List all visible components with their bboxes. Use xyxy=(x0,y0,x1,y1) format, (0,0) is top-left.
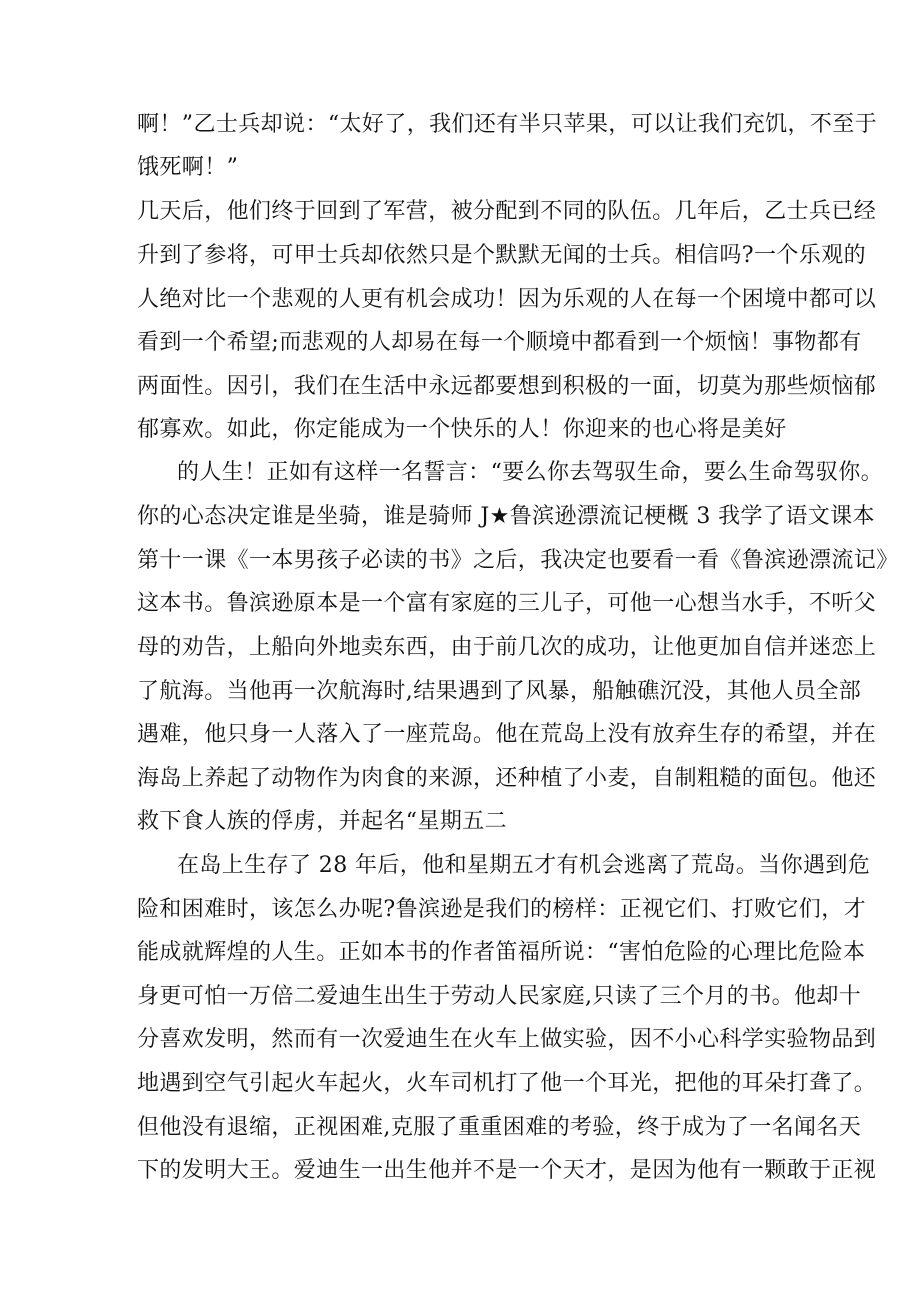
text-line-1: 啊！”乙士兵却说：“太好了，我们还有半只苹果，可以让我们充饥，不至于 xyxy=(137,112,878,137)
text-line-21: 身更可怕一万倍二爱迪生出生于劳动人民家庭,只读了三个月的书。他却十 xyxy=(137,984,862,1009)
text-line-18: 在岛上生存了 28 年后，他和星期五才有机会逃离了荒岛。当你遇到危 xyxy=(177,853,871,878)
text-line-10: 你的心态决定谁是坐骑，谁是骑师 J★鲁滨逊漂流记梗概 3 我学了语文课本 xyxy=(137,504,875,529)
text-line-8: 郁寡欢。如此，你定能成为一个快乐的人！你迎来的也心将是美好 xyxy=(137,417,787,442)
text-line-20: 能成就辉煌的人生。正如本书的作者笛福所说：“害怕危险的心理比危险本 xyxy=(137,940,866,965)
text-line-17: 救下食人族的俘虏，并起名“星期五二 xyxy=(137,809,508,834)
text-line-3: 几天后，他们终于回到了军营，被分配到不同的队伍。几年后，乙士兵已经 xyxy=(137,199,877,224)
text-line-6: 看到一个希望;而悲观的人却易在每一个顺境中都看到一个烦恼！事物都有 xyxy=(137,330,862,355)
text-line-2: 饿死啊！” xyxy=(137,155,239,180)
text-line-13: 母的劝告，上船向外地卖东西，由于前几次的成功，让他更加自信并迷恋上 xyxy=(137,635,877,660)
text-line-7: 两面性。因引，我们在生活中永远都要想到积极的一面，切莫为那些烦恼郁 xyxy=(137,374,877,399)
text-line-25: 下的发明大王。爱迪生一出生他并不是一个天才，是因为他有一颗敢于正视 xyxy=(137,1158,877,1183)
text-line-4: 升到了参将，可甲士兵却依然只是个默默无闻的士兵。相信吗?一个乐观的 xyxy=(137,243,866,268)
text-line-9: 的人生！正如有这样一名誓言：“要么你去驾驭生命，要么生命驾驭你。 xyxy=(177,460,884,485)
text-line-23: 地遇到空气引起火车起火，火车司机打了他一个耳光，把他的耳朵打聋了。 xyxy=(137,1071,877,1096)
text-line-14: 了航海。当他再一次航海时,结果遇到了风暴，船触礁沉没，其他人员全部 xyxy=(137,679,862,704)
text-line-16: 海岛上养起了动物作为肉食的来源，还种植了小麦，自制粗糙的面包。他还 xyxy=(137,766,877,791)
text-line-12: 这本书。鲁滨逊原本是一个富有家庭的三儿子，可他一心想当水手，不听父 xyxy=(137,591,877,616)
text-line-15: 遇难，他只身一人落入了一座荒岛。他在荒岛上没有放弃生存的希望，并在 xyxy=(137,722,877,747)
text-line-24: 但他没有退缩，正视困难,克服了重重困难的考验，终于成为了一名闻名天 xyxy=(137,1115,862,1140)
text-line-11: 第十一课《一本男孩子必读的书》之后，我决定也要看一看《鲁滨逊漂流记》 xyxy=(137,548,899,573)
text-line-22: 分喜欢发明，然而有一次爱迪生在火车上做实验，因不小心科学实验物品到 xyxy=(137,1027,877,1052)
text-line-5: 人绝对比一个悲观的人更有机会成功！因为乐观的人在每一个困境中都可以 xyxy=(137,287,877,312)
text-line-19: 险和困难时，该怎么办呢?鲁滨逊是我们的榜样：正视它们、打败它们，才 xyxy=(137,897,866,922)
